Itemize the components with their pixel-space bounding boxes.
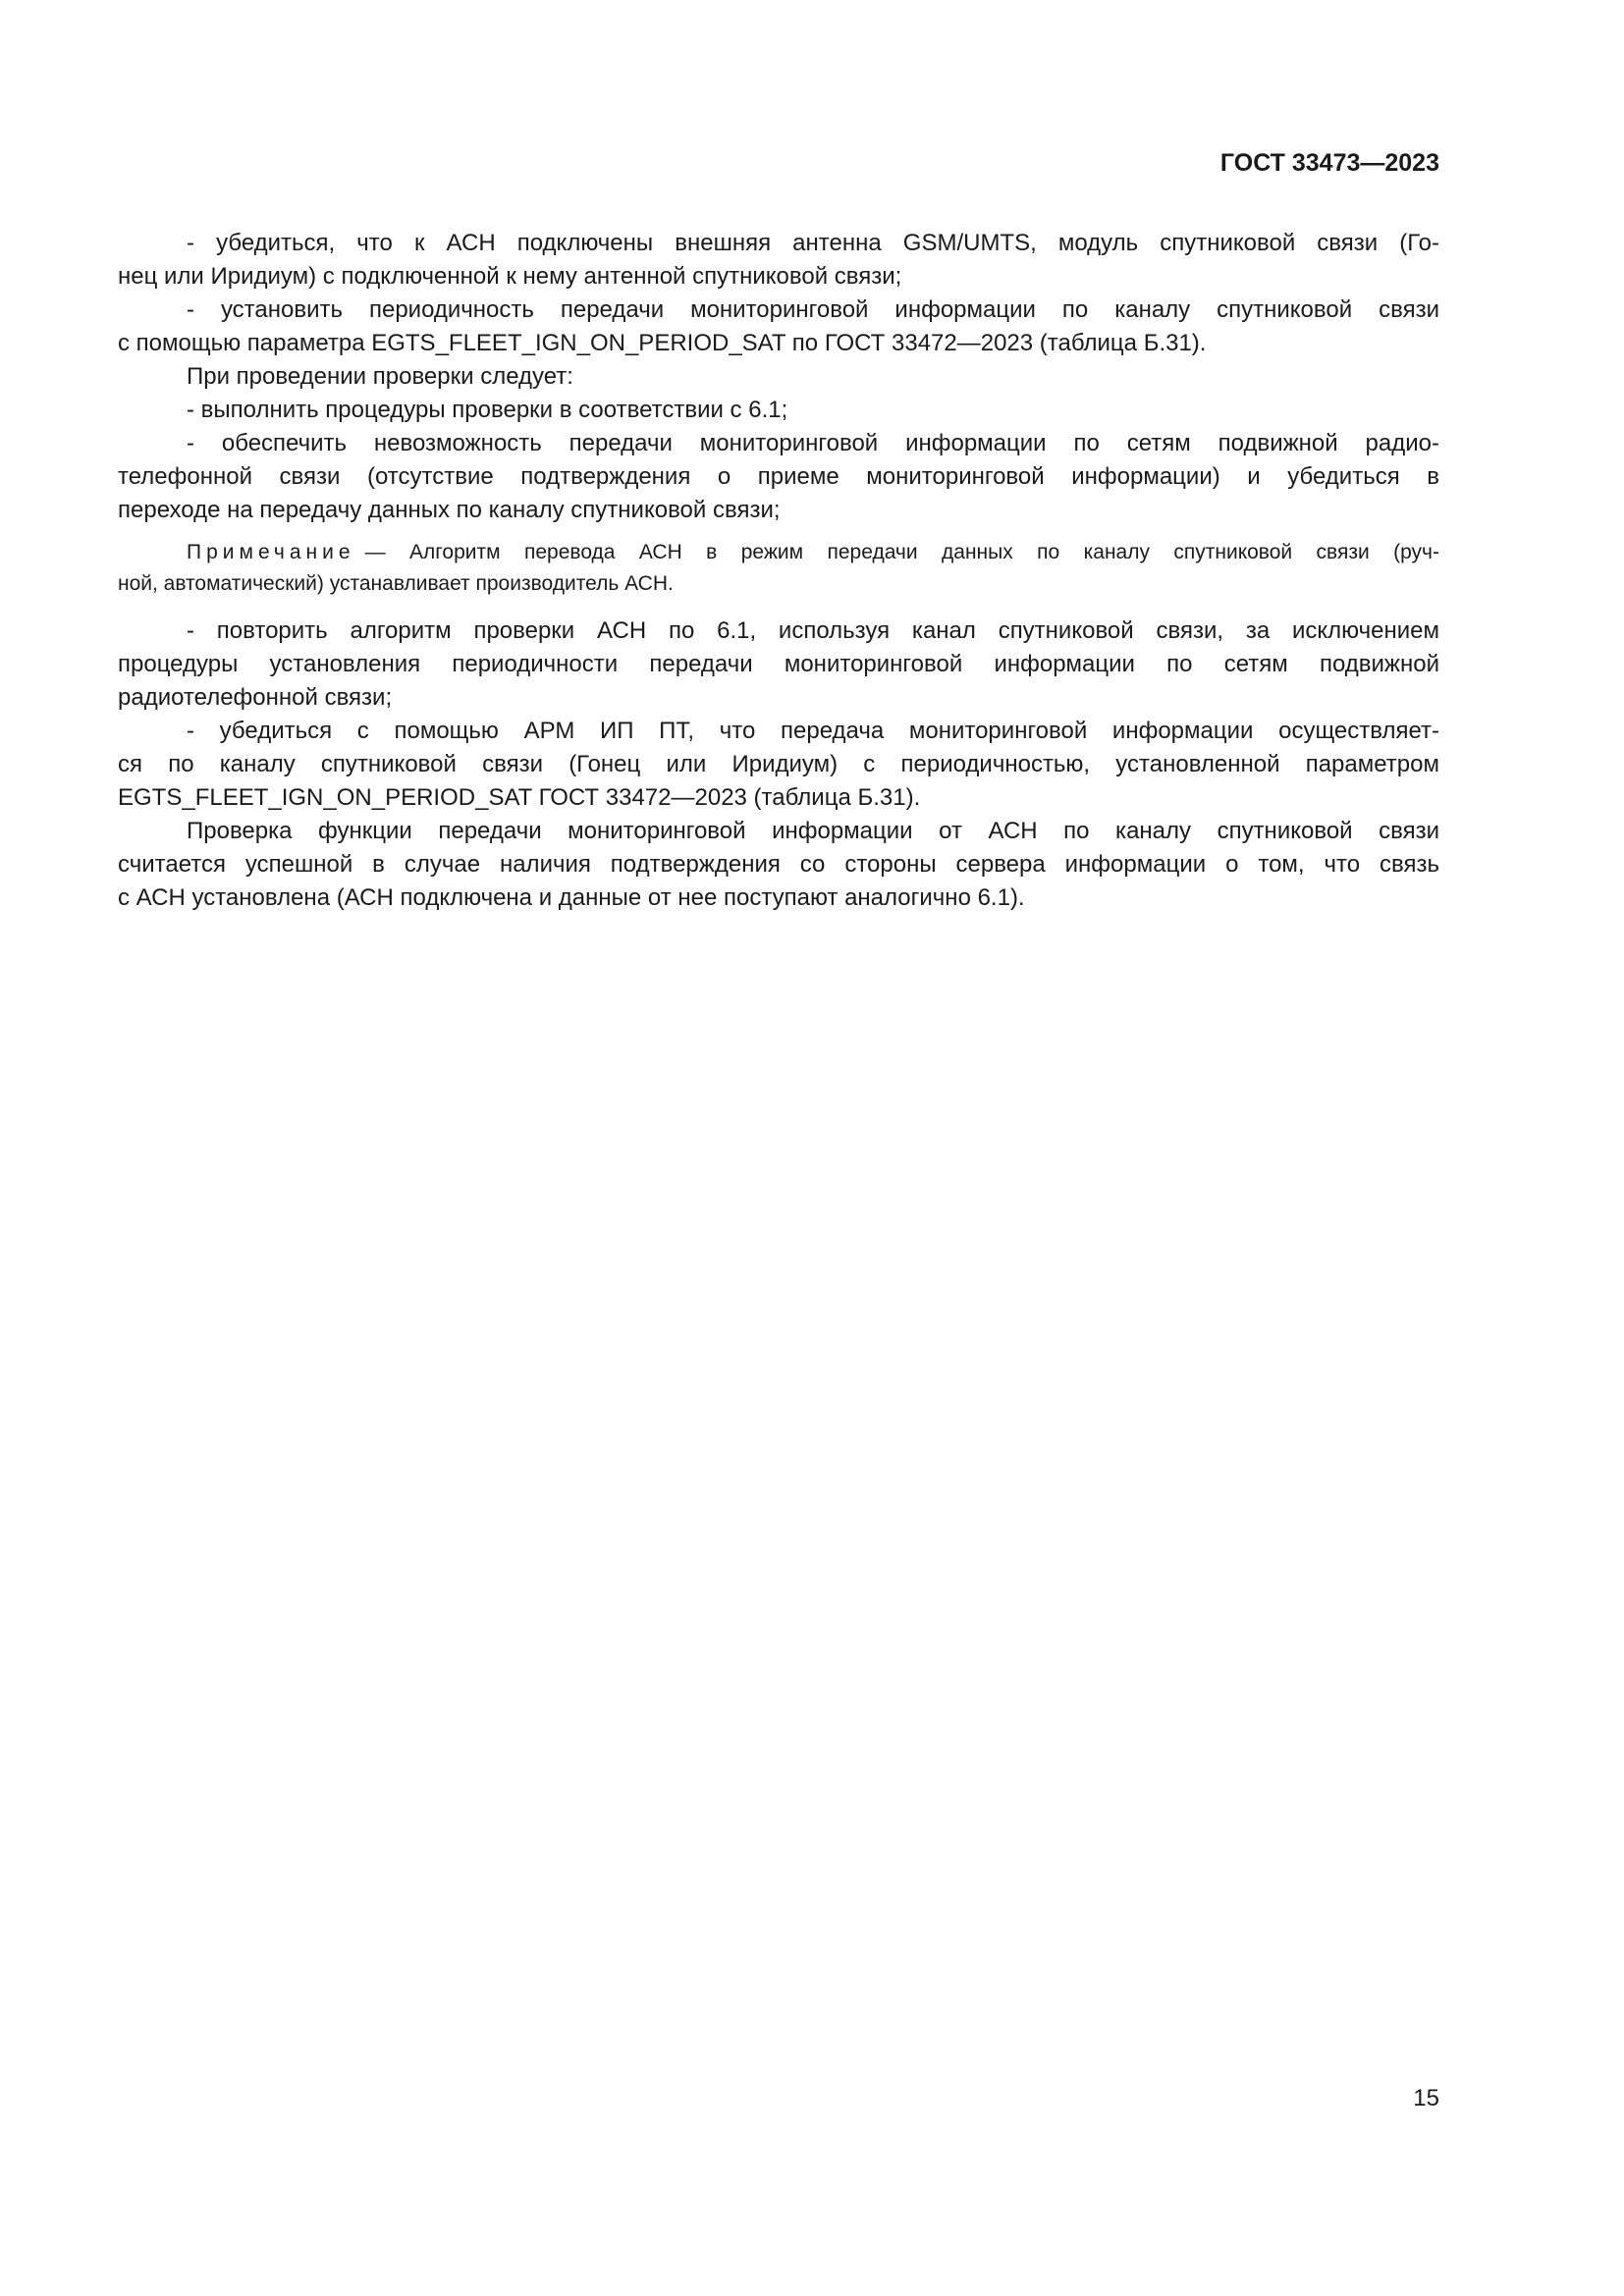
body-line: - убедиться, что к АСН подключены внешняя антенна GSM/UMTS, модуль спутниковой связи (Го- xyxy=(187,230,1439,256)
body-line: нец или Иридиум) с подключенной к нему антенной спутниковой связи; xyxy=(118,263,902,290)
body-line: переходе на передачу данных по каналу спутниковой связи; xyxy=(118,497,781,523)
body-line: ся по каналу спутниковой связи (Гонец или Иридиум) с периодичностью, установленной параметром xyxy=(118,751,1439,777)
body-line: - обеспечить невозможность передачи мониторинговой информации по сетям подвижной радио- xyxy=(187,430,1439,456)
body-line: считается успешной в случае наличия подтверждения со стороны сервера информации о том, что связь xyxy=(118,851,1439,878)
note-label: Примечание xyxy=(187,541,355,563)
note-line xyxy=(187,538,1439,567)
note-line: ной, автоматический) устанавливает производитель АСН. xyxy=(118,572,674,595)
body-line: с помощью параметра EGTS_FLEET_IGN_ON_PERIOD_SAT по ГОСТ 33472—2023 (таблица Б.31). xyxy=(118,330,1207,356)
body-line: телефонной связи (отсутствие подтверждения о приеме мониторинговой информации) и убедиться в xyxy=(118,463,1439,490)
document-header: ГОСТ 33473—2023 xyxy=(1219,149,1439,177)
body-line: процедуры установления периодичности передачи мониторинговой информации по сетям подвижной xyxy=(118,651,1439,677)
page-number: 15 xyxy=(1413,2085,1439,2111)
body-line: радиотелефонной связи; xyxy=(118,684,393,711)
body-line: - выполнить процедуры проверки в соответствии с 6.1; xyxy=(187,397,788,423)
body-line: EGTS_FLEET_IGN_ON_PERIOD_SAT ГОСТ 33472—2023 (таблица Б.31). xyxy=(118,784,921,811)
body-line: с АСН установлена (АСН подключена и данные от нее поступают аналогично 6.1). xyxy=(118,884,1025,911)
body-line: При проведении проверки следует: xyxy=(187,363,573,390)
body-line: Проверка функции передачи мониторинговой информации от АСН по каналу спутниковой связи xyxy=(187,818,1439,844)
note-text: — Алгоритм перевода АСН в режим передачи данных по каналу спутниковой связи (руч- xyxy=(364,541,1439,563)
body-line: - повторить алгоритм проверки АСН по 6.1, используя канал спутниковой связи, за исключением xyxy=(187,617,1439,644)
body-line: - убедиться с помощью АРМ ИП ПТ, что передача мониторинговой информации осуществляет- xyxy=(187,718,1439,744)
body-line: - установить периодичность передачи мониторинговой информации по каналу спутниковой связи xyxy=(187,296,1439,323)
